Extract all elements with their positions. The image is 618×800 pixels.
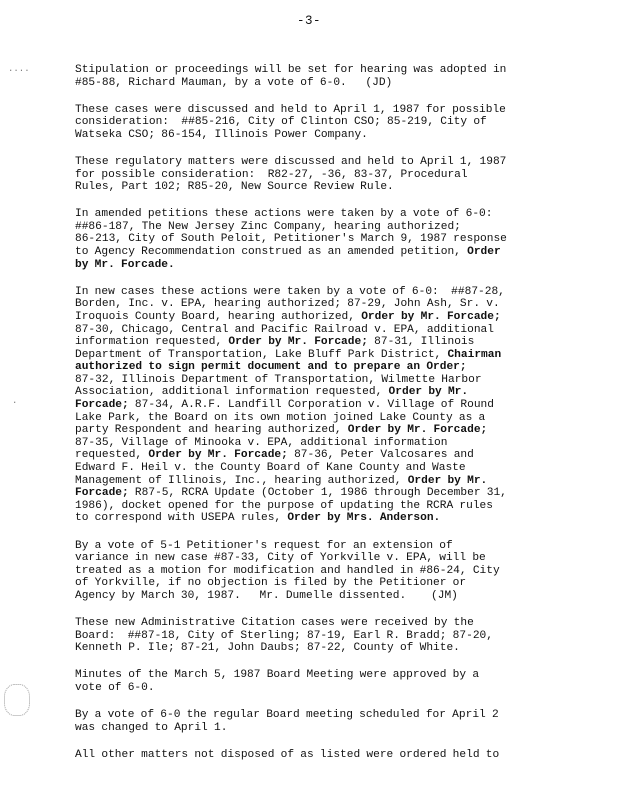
text-segment: of Yorkville, if no objection is filed by the Petitioner or — [75, 577, 467, 590]
text-line — [75, 487, 555, 500]
scan-mark: · — [12, 398, 18, 408]
bold-text: Chairman — [447, 348, 502, 361]
text-segment: treated as a motion for modification and handled in #86-24, City — [75, 564, 500, 577]
text-line — [75, 749, 555, 762]
text-segment: 1986), docket opened for the purpose of updating the RCRA rules — [75, 499, 493, 512]
paragraph-other-matters — [75, 749, 555, 762]
paragraph-citation-cases — [75, 617, 555, 655]
text-segment: Agency by March 30, 1987. Mr. Dumelle dissented. (JM) — [75, 589, 458, 602]
text-line — [75, 437, 555, 450]
text-segment: Iroquois County Board, hearing authorized, — [75, 310, 362, 323]
text-segment: requested, — [75, 449, 149, 462]
text-segment: Board: ##87-18, City of Sterling; 87-19, Earl R. Bradd; 87-20, — [75, 629, 493, 642]
text-line — [75, 104, 555, 117]
text-segment: variance in new case #87-33, City of Yorkville v. EPA, will be — [75, 552, 486, 565]
text-segment: These new Administrative Citation cases were received by the — [75, 616, 474, 629]
bold-text: authorized to sign permit document and to prepare an Order; — [75, 361, 467, 374]
bold-text: Order by Mr. Forcade; — [148, 449, 288, 462]
text-line — [75, 412, 555, 425]
text-line — [75, 259, 555, 272]
text-line — [75, 286, 555, 299]
text-segment: party Respondent and hearing authorized, — [75, 424, 348, 437]
text-segment: 87-35, Village of Minooka v. EPA, additional information — [75, 436, 448, 449]
bold-text: by Mr. Forcade. — [75, 258, 175, 271]
paragraph-minutes — [75, 669, 555, 694]
text-segment: Lake Park, the Board on its own motion joined Lake County as a — [75, 411, 486, 424]
page-number: -3- — [296, 14, 321, 28]
text-segment: to correspond with USEPA rules, — [75, 512, 288, 525]
text-line — [75, 156, 555, 169]
paragraph-new-cases — [75, 286, 555, 525]
text-line — [75, 462, 555, 475]
text-line — [75, 682, 555, 695]
text-line — [75, 590, 555, 603]
text-segment: Department of Transportation, Lake Bluff Park District, — [75, 348, 448, 361]
text-line — [75, 349, 555, 362]
text-line — [75, 617, 555, 630]
text-line — [75, 129, 555, 142]
text-line — [75, 298, 555, 311]
text-line — [75, 77, 555, 90]
paragraph-regulatory-matters — [75, 156, 555, 194]
text-segment: 87-36, Peter Valcosares and — [287, 449, 474, 462]
text-line — [75, 500, 555, 513]
paragraph-held-cases — [75, 104, 555, 142]
text-line — [75, 449, 555, 462]
text-segment: In new cases these actions were taken by a vote of 6-0: ##87-28, — [75, 285, 505, 298]
text-line — [75, 630, 555, 643]
text-line — [75, 169, 555, 182]
text-segment: to Agency Recommendation construed as an amended petition, — [75, 246, 468, 259]
text-line — [75, 475, 555, 488]
text-line — [75, 540, 555, 553]
text-line — [75, 181, 555, 194]
text-segment: By a vote of 5-1 Petitioner's request for an extension of — [75, 539, 453, 552]
text-line — [75, 565, 555, 578]
text-segment: These regulatory matters were discussed and held to April 1, 1987 — [75, 155, 507, 168]
text-segment: By a vote of 6-0 the regular Board meeting scheduled for April 2 — [75, 708, 499, 721]
text-segment: In amended petitions these actions were taken by a vote of 6-0: — [75, 208, 493, 221]
text-line — [75, 311, 555, 324]
text-segment: #85-88, Richard Mauman, by a vote of 6-0. (JD) — [75, 76, 393, 89]
text-line — [75, 577, 555, 590]
text-line — [75, 116, 555, 129]
bold-text: Forcade; — [75, 399, 129, 412]
text-line — [75, 221, 555, 234]
text-line — [75, 709, 555, 722]
bold-text: Order by Mr. — [388, 386, 469, 399]
scan-mark: ···· — [8, 66, 30, 76]
paragraph-meeting-change — [75, 709, 555, 734]
text-line — [75, 642, 555, 655]
bold-text: Order by Mr. Forcade; — [361, 310, 501, 323]
bold-text: Order by Mr. Forcade; — [228, 336, 368, 349]
text-line — [75, 324, 555, 337]
text-line — [75, 399, 555, 412]
text-segment: Management of Illinois, Inc., hearing authorized, — [75, 474, 408, 487]
text-segment: All other matters not disposed of as listed were ordered held to — [75, 748, 500, 761]
text-line — [75, 233, 555, 246]
text-line — [75, 424, 555, 437]
text-segment: ##86-187, The New Jersey Zinc Company, hearing authorized; — [75, 220, 461, 233]
text-segment: R87-5, RCRA Update (October 1, 1986 through December 31, — [128, 487, 507, 500]
bold-text: Order by Mr. — [407, 474, 488, 487]
text-line — [75, 208, 555, 221]
text-segment: Association, additional information requested, — [75, 386, 389, 399]
text-segment: information requested, — [75, 336, 229, 349]
text-line — [75, 64, 555, 77]
text-line — [75, 552, 555, 565]
text-line — [75, 374, 555, 387]
paragraph-amended-petitions — [75, 208, 555, 271]
text-segment: 87-30, Chicago, Central and Pacific Railroad v. EPA, additional — [75, 323, 494, 336]
text-segment: Stipulation or proceedings will be set for hearing was adopted in — [75, 64, 507, 76]
text-line — [75, 361, 555, 374]
text-line — [75, 669, 555, 682]
text-line — [75, 512, 555, 525]
text-segment: consideration: ##85-216, City of Clinton CSO; 85-219, City of — [75, 116, 487, 129]
text-segment: Watseka CSO; 86-154, Illinois Power Company. — [75, 128, 368, 141]
text-line — [75, 722, 555, 735]
text-segment: vote of 6-0. — [75, 681, 155, 694]
text-segment: 87-34, A.R.F. Landfill Corporation v. Village of Round — [128, 399, 494, 412]
text-segment: These cases were discussed and held to April 1, 1987 for possible — [75, 103, 506, 116]
bold-text: Order by Mr. Forcade; — [347, 424, 488, 437]
text-segment: Minutes of the March 5, 1987 Board Meeting were approved by a — [75, 669, 480, 682]
text-line — [75, 336, 555, 349]
text-segment: Rules, Part 102; R85-20, New Source Review Rule. — [75, 181, 394, 194]
stamp-mark — [4, 684, 30, 716]
paragraph-variance-vote — [75, 540, 555, 603]
document-body — [75, 64, 555, 776]
text-line — [75, 386, 555, 399]
bold-text: Order — [467, 246, 501, 259]
bold-text: Order by Mrs. Anderson. — [287, 512, 441, 525]
text-line — [75, 246, 555, 259]
text-segment: for possible consideration: R82-27, -36, 83-37, Procedural — [75, 168, 468, 181]
text-segment: was changed to April 1. — [75, 721, 228, 734]
text-segment: 86-213, City of South Peloit, Petitioner's March 9, 1987 response — [75, 233, 507, 246]
text-segment: Borden, Inc. v. EPA, hearing authorized; 87-29, John Ash, Sr. v. — [75, 298, 500, 311]
text-segment: 87-32, Illinois Department of Transportation, Wilmette Harbor — [75, 373, 482, 386]
text-segment: Kenneth P. Ile; 87-21, John Daubs; 87-22, County of White. — [75, 642, 460, 655]
text-segment: Edward F. Heil v. the County Board of Kane County and Waste — [75, 462, 466, 475]
bold-text: Forcade; — [75, 487, 129, 500]
text-segment: 87-31, Illinois — [367, 336, 475, 349]
paragraph-stipulation — [75, 64, 555, 89]
